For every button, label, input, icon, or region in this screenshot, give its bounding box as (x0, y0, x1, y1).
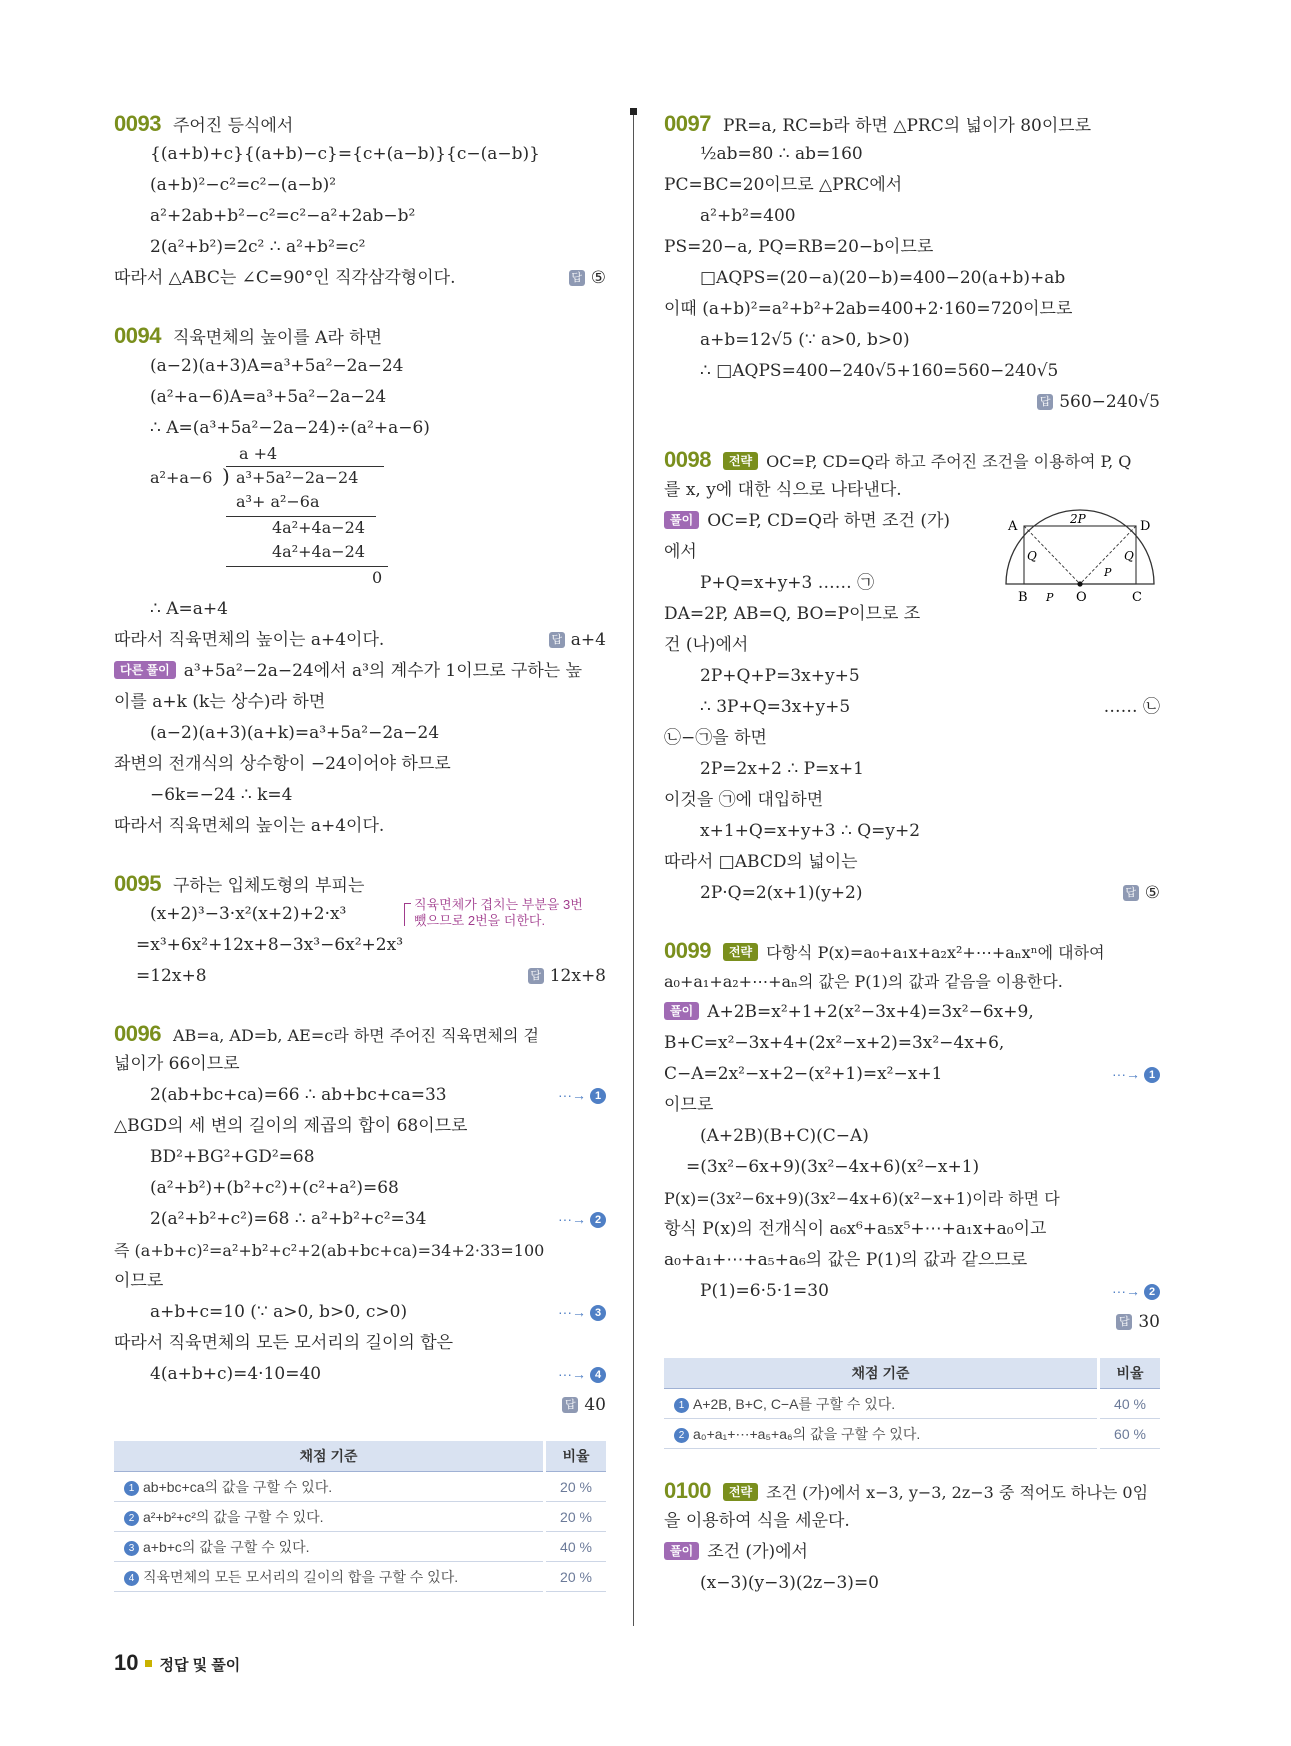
line: 을 이용하여 식을 세운다. (664, 1511, 850, 1531)
line: {(a+b)+c}{(a+b)−c}={c+(a−b)}{c−(a−b)} (150, 144, 540, 164)
answer (528, 961, 606, 992)
label-d: D (1140, 519, 1151, 534)
line (114, 1297, 606, 1328)
left-column (114, 108, 606, 1592)
step-marker: ···→ 2 (1112, 1276, 1160, 1307)
line: △BGD의 세 변의 길이의 제곱의 합이 68이므로 (114, 1116, 468, 1136)
line: ㉡−㉠을 하면 (664, 728, 767, 748)
line: (A+2B)(B+C)(C−A) (700, 1126, 869, 1146)
line: (a²+a−6)A=a³+5a²−2a−24 (150, 387, 387, 407)
label-b: B (1018, 590, 1028, 605)
table-header: 채점 기준 (114, 1441, 545, 1472)
label-p-bottom: P (1046, 591, 1054, 604)
problem-id: 0099 (664, 938, 711, 963)
line: 따라서 직육면체의 높이는 a+4이다. (114, 816, 385, 836)
line: 에서 (664, 542, 697, 562)
answer-icon: 답 (562, 1397, 578, 1413)
footer-title: 정답 및 풀이 (159, 1657, 241, 1674)
answer-icon: 답 (549, 632, 565, 648)
table-row: 2 a₀+a₁+⋯+a₅+a₆의 값을 구할 수 있다. 60 % (664, 1419, 1160, 1449)
strategy-tag: 전략 (723, 943, 758, 961)
line-text: 4(a+b+c)=4·10=40 (150, 1364, 322, 1384)
table-row: 3 a+b+c의 값을 구할 수 있다. 40 % (114, 1532, 606, 1562)
line: ∴ A=a+4 (150, 599, 228, 619)
subtract-1: a³+ a²−6a (236, 492, 320, 511)
line-text: =12x+8 (136, 966, 207, 986)
answer-value: ⑤ (590, 268, 606, 288)
table-row: 1 A+2B, B+C, C−A를 구할 수 있다. 40 % (664, 1389, 1160, 1419)
line (114, 1359, 606, 1390)
problem-id: 0098 (664, 447, 711, 472)
line (664, 1537, 1160, 1568)
line: (x−3)(y−3)(2z−3)=0 (700, 1573, 879, 1593)
answer (1116, 1307, 1160, 1338)
line: PC=BC=20이므로 △PRC에서 (664, 175, 903, 195)
label-a: A (1008, 519, 1018, 534)
division-bracket: ) (222, 464, 230, 488)
line: 이므로 (664, 1095, 714, 1115)
line-text: C−A=2x²−x+2−(x²+1)=x²−x+1 (664, 1064, 943, 1084)
line: 직육면체의 높이를 A라 하면 (172, 328, 383, 348)
line: 좌변의 전개식의 상수항이 −24이어야 하므로 (114, 754, 451, 774)
line: ∴ A=(a³+5a²−2a−24)÷(a²+a−6) (150, 418, 430, 438)
line (664, 1059, 1160, 1090)
line: (a+b)²−c²=c²−(a−b)² (150, 175, 337, 195)
line: =x³+6x²+12x+8−3x³−6x²+2x³ (136, 935, 404, 955)
answer-icon: 답 (1037, 394, 1053, 410)
label-p-radius: P (1104, 566, 1112, 579)
problem-id: 0100 (664, 1478, 711, 1503)
line: −6k=−24 ∴ k=4 (150, 785, 293, 805)
column-divider (633, 108, 634, 1626)
line: a²+b²=400 (700, 206, 796, 226)
line: 이를 a+k (k는 상수)라 하면 (114, 692, 326, 712)
line-text: 2P·Q=2(x+1)(y+2) (700, 883, 863, 903)
line: 2P+Q+P=3x+y+5 (700, 666, 860, 686)
table-row: 4 직육면체의 모든 모서리의 길이의 합을 구할 수 있다. 20 % (114, 1562, 606, 1592)
line-text: a³+5a²−2a−24에서 a³의 계수가 1이므로 구하는 높 (183, 661, 583, 681)
line: a₀+a₁+⋯+a₅+a₆의 값은 P(1)의 값과 같으므로 (664, 1250, 1028, 1270)
table-header: 비율 (545, 1441, 607, 1472)
line (114, 961, 606, 992)
answer-value: 12x+8 (549, 966, 606, 986)
line: 건 (나)에서 (664, 635, 749, 655)
line (664, 878, 1160, 909)
answer-value: 40 (584, 1395, 606, 1415)
line-text: a+b+c=10 (∵ a>0, b>0, c>0) (150, 1302, 408, 1322)
step-marker: ···→ 4 (558, 1359, 606, 1390)
line-text: 조건 (가)에서 (707, 1542, 808, 1562)
line: 주어진 등식에서 (172, 116, 294, 136)
solution-tag: 풀이 (664, 1002, 699, 1020)
solution-tag: 풀이 (664, 1542, 699, 1560)
line: a+b=12√5 (∵ a>0, b>0) (700, 330, 910, 350)
line: (a²+b²)+(b²+c²)+(c²+a²)=68 (150, 1178, 399, 1198)
right-column (664, 108, 1160, 1599)
line: a₀+a₁+a₂+⋯+aₙ의 값은 P(1)의 값과 같음을 이용한다. (664, 972, 1063, 991)
page-number: 10 (114, 1650, 139, 1675)
label-2p: 2P (1070, 512, 1086, 526)
problem-id: 0093 (114, 111, 161, 136)
line: 따라서 직육면체의 모든 모서리의 길이의 합은 (114, 1333, 454, 1353)
line: B+C=x²−3x+4+(2x²−x+2)=3x²−4x+6, (664, 1033, 1005, 1053)
line-text: 2(a²+b²+c²)=68 ∴ a²+b²+c²=34 (150, 1209, 427, 1229)
line: 이므로 (114, 1271, 164, 1291)
line: PR=a, RC=b라 하면 △PRC의 넓이가 80이므로 (722, 116, 1092, 136)
remainder-1: 4a²+4a−24 (272, 518, 366, 537)
problem-0098 (664, 444, 1160, 909)
line: AB=a, AD=b, AE=c라 하면 주어진 직육면체의 겉 (172, 1026, 540, 1045)
line: 따라서 □ABCD의 넓이는 (664, 852, 858, 872)
answer-icon: 답 (528, 968, 544, 984)
line: a²+2ab+b²−c²=c²−a²+2ab−b² (150, 206, 416, 226)
equation-mark: …… ㉡ (1103, 697, 1160, 717)
problem-0097 (664, 108, 1160, 418)
answer-icon: 답 (1116, 1314, 1132, 1330)
side-note: 직육면체가 겹치는 부분을 3번 뺐으므로 2번을 더한다. (414, 897, 583, 928)
line (664, 387, 1160, 418)
table-row: 1 ab+bc+ca의 값을 구할 수 있다. 20 % (114, 1472, 606, 1502)
problem-0096 (114, 1018, 606, 1592)
problem-0100 (664, 1475, 1160, 1599)
label-o: O (1076, 590, 1087, 605)
line: ½ab=80 ∴ ab=160 (700, 144, 863, 164)
line: 를 x, y에 대한 식으로 나타낸다. (664, 480, 902, 500)
line: P(x)=(3x²−6x+9)(3x²−4x+6)(x²−x+1)이라 하면 다 (664, 1189, 1060, 1208)
line-text: ∴ 3P+Q=3x+y+5 (700, 697, 851, 717)
answer (549, 625, 606, 656)
line: 즉 (a+b+c)²=a²+b²+c²+2(ab+bc+ca)=34+2·33=100 (114, 1241, 545, 1260)
line: (a−2)(a+3)(a+k)=a³+5a²−2a−24 (150, 723, 440, 743)
line: 2P=2x+2 ∴ P=x+1 (700, 759, 864, 779)
line (114, 625, 606, 656)
problem-0099 (664, 935, 1160, 1449)
line-text: OC=P, CD=Q라 하면 조건 (가) (707, 511, 951, 531)
line (664, 692, 1160, 723)
answer-icon: 답 (1123, 885, 1139, 901)
answer-value: 560−240√5 (1059, 392, 1160, 412)
line (114, 656, 606, 687)
alt-solution-tag: 다른 풀이 (114, 661, 176, 679)
footer-square-icon (145, 1660, 152, 1667)
line: □AQPS=(20−a)(20−b)=400−20(a+b)+ab (700, 268, 1066, 288)
step-marker: ···→ 1 (1112, 1059, 1160, 1090)
line: P+Q=x+y+3 …… ㉠ (700, 573, 875, 593)
line-text: A+2B=x²+1+2(x²−3x+4)=3x²−6x+9, (707, 1002, 1034, 1022)
table-header: 채점 기준 (664, 1358, 1099, 1389)
line: 다항식 P(x)=a₀+a₁x+a₂x²+⋯+aₙxⁿ에 대하여 (766, 943, 1105, 962)
line (114, 899, 606, 930)
line: BD²+BG²+GD²=68 (150, 1147, 315, 1167)
problem-id: 0095 (114, 871, 161, 896)
line: 넓이가 66이므로 (114, 1054, 240, 1074)
line: =(3x²−6x+9)(3x²−4x+6)(x²−x+1) (686, 1157, 980, 1177)
divisor: a²+a−6 (150, 468, 213, 487)
note-bracket (404, 903, 411, 926)
label-c: C (1132, 590, 1142, 605)
line (114, 1204, 606, 1235)
line-text: 2(ab+bc+ca)=66 ∴ ab+bc+ca=33 (150, 1085, 447, 1105)
table-header: 비율 (1099, 1358, 1161, 1389)
remainder-2: 0 (372, 568, 383, 587)
answer (569, 263, 606, 294)
label-q-right: Q (1124, 549, 1134, 563)
answer (1123, 878, 1160, 909)
line: 이것을 ㉠에 대입하면 (664, 790, 824, 810)
line: 2(a²+b²)=2c² ∴ a²+b²=c² (150, 237, 366, 257)
step-marker: ···→ 3 (558, 1297, 606, 1328)
grading-table (664, 1358, 1160, 1449)
line-text: (x+2)³−3·x²(x+2)+2·x³ (150, 904, 347, 924)
line-text: 따라서 △ABC는 ∠C=90°인 직각삼각형이다. (114, 268, 456, 288)
problem-0094 (114, 320, 606, 842)
line (664, 506, 1160, 537)
line (664, 1276, 1160, 1307)
grading-table (114, 1441, 606, 1592)
solution-tag: 풀이 (664, 511, 699, 529)
line: DA=2P, AB=Q, BO=P이므로 조 (664, 604, 921, 624)
problem-id: 0097 (664, 111, 711, 136)
step-marker: ···→ 2 (558, 1204, 606, 1235)
dividend: a³+5a²−2a−24 (236, 468, 359, 487)
answer-value: ⑤ (1144, 883, 1160, 903)
line: 항식 P(x)의 전개식이 a₆x⁶+a₅x⁵+⋯+a₁x+a₀이고 (664, 1219, 1047, 1239)
line-text: P(1)=6·5·1=30 (700, 1281, 829, 1301)
line: ∴ □AQPS=400−240√5+160=560−240√5 (700, 361, 1059, 381)
line: OC=P, CD=Q라 하고 주어진 조건을 이용하여 P, Q (766, 452, 1132, 471)
quotient: a +4 (239, 444, 278, 463)
line: 조건 (가)에서 x−3, y−3, 2z−3 중 적어도 하나는 0임 (766, 1483, 1149, 1502)
line: 구하는 입체도형의 부피는 (172, 876, 365, 896)
subtract-2: 4a²+4a−24 (272, 542, 366, 561)
line (664, 997, 1160, 1028)
problem-0093 (114, 108, 606, 294)
label-q-left: Q (1027, 549, 1037, 563)
line: x+1+Q=x+y+3 ∴ Q=y+2 (700, 821, 921, 841)
column-marker (630, 108, 637, 115)
answer (1037, 387, 1160, 418)
line (114, 1390, 606, 1421)
line (114, 263, 606, 294)
answer-icon: 답 (569, 270, 585, 286)
line (114, 1080, 606, 1111)
page-footer (114, 1650, 240, 1676)
strategy-tag: 전략 (723, 452, 758, 470)
step-marker: ···→ 1 (558, 1080, 606, 1111)
answer-value: a+4 (570, 630, 606, 650)
line: (a−2)(a+3)A=a³+5a²−2a−24 (150, 356, 404, 376)
answer-value: 30 (1138, 1312, 1160, 1332)
line (664, 1307, 1160, 1338)
line: PS=20−a, PQ=RB=20−b이므로 (664, 237, 934, 257)
table-row: 2 a²+b²+c²의 값을 구할 수 있다. 20 % (114, 1502, 606, 1532)
problem-0095 (114, 868, 606, 992)
long-division (114, 444, 606, 594)
line: 이때 (a+b)²=a²+b²+2ab=400+2·160=720이므로 (664, 299, 1073, 319)
answer (562, 1390, 606, 1421)
problem-id: 0096 (114, 1021, 161, 1046)
strategy-tag: 전략 (723, 1483, 758, 1501)
problem-id: 0094 (114, 323, 161, 348)
line-text: 따라서 직육면체의 높이는 a+4이다. (114, 630, 385, 650)
